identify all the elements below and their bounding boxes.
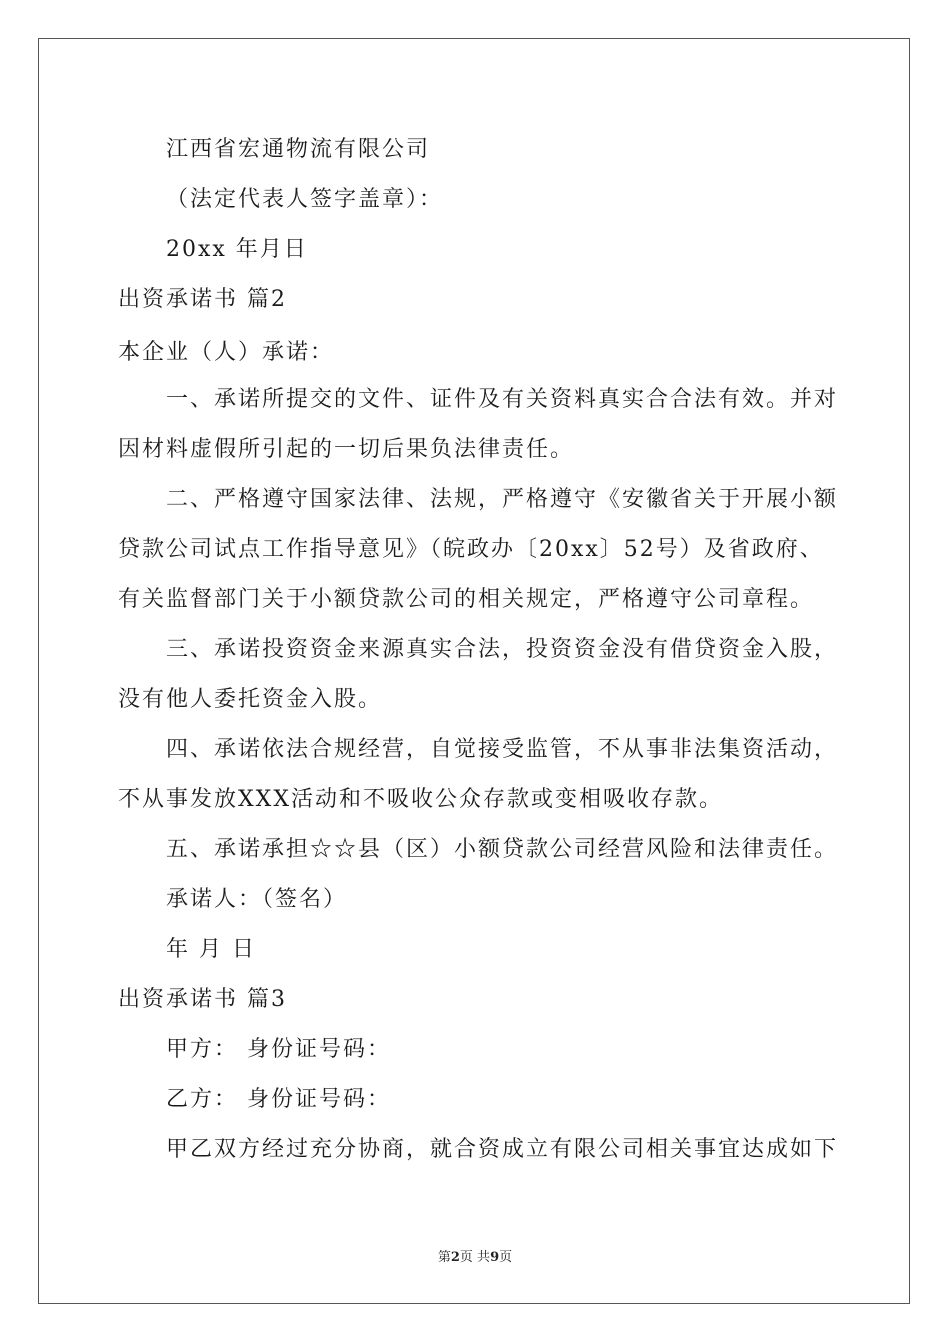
clause-4-line-2: 不从事发放XXX活动和不吸收公众存款或变相吸收存款。 <box>118 787 723 812</box>
clause-5-line-1: 五、承诺承担☆☆县（区）小额贷款公司经营风险和法律责任。 <box>166 837 839 862</box>
sign-date-line: 年 月 日 <box>166 937 256 962</box>
clause-2-line-1: 二、严格遵守国家法律、法规，严格遵守《安徽省关于开展小额 <box>166 487 839 512</box>
signer-line: 承诺人：（签名） <box>166 887 348 912</box>
clause-2-line-3: 有关监督部门关于小额贷款公司的相关规定，严格遵守公司章程。 <box>118 587 815 612</box>
clause-1-line-1: 一、承诺所提交的文件、证件及有关资料真实合合法有效。并对 <box>166 387 839 412</box>
section-heading-3: 出资承诺书 篇3 <box>118 987 287 1012</box>
clause-2-line-2: 贷款公司试点工作指导意见》（皖政办〔20xx〕52号）及省政府、 <box>118 537 824 562</box>
signature-stamp-line: （法定代表人签字盖章）： <box>166 187 444 212</box>
page-footer <box>0 1246 950 1265</box>
footer-mid: 页 共 <box>459 1250 491 1265</box>
clause-3-line-2: 没有他人委托资金入股。 <box>118 687 383 712</box>
party-b-line: 乙方： 身份证号码： <box>166 1087 391 1112</box>
company-name-line: 江西省宏通物流有限公司 <box>166 137 431 162</box>
clause-3-line-1: 三、承诺投资资金来源真实合法，投资资金没有借贷资金入股， <box>166 637 839 662</box>
clause-4-line-1: 四、承诺依法合规经营，自觉接受监管，不从事非法集资活动， <box>166 737 839 762</box>
footer-total-pages: 9 <box>490 1250 500 1265</box>
clause-1-line-2: 因材料虚假所引起的一切后果负法律责任。 <box>118 437 575 462</box>
commitment-intro: 本企业（人）承诺： <box>118 340 335 365</box>
footer-page-number: 2 <box>450 1250 460 1265</box>
party-a-line: 甲方： 身份证号码： <box>166 1037 391 1062</box>
agreement-intro-line: 甲乙双方经过充分协商，就合资成立有限公司相关事宜达成如下 <box>166 1137 839 1162</box>
date-line: 20xx 年月日 <box>166 237 308 262</box>
footer-prefix: 第 <box>437 1250 451 1265</box>
footer-suffix: 页 <box>499 1250 513 1265</box>
section-heading-2: 出资承诺书 篇2 <box>118 287 287 312</box>
